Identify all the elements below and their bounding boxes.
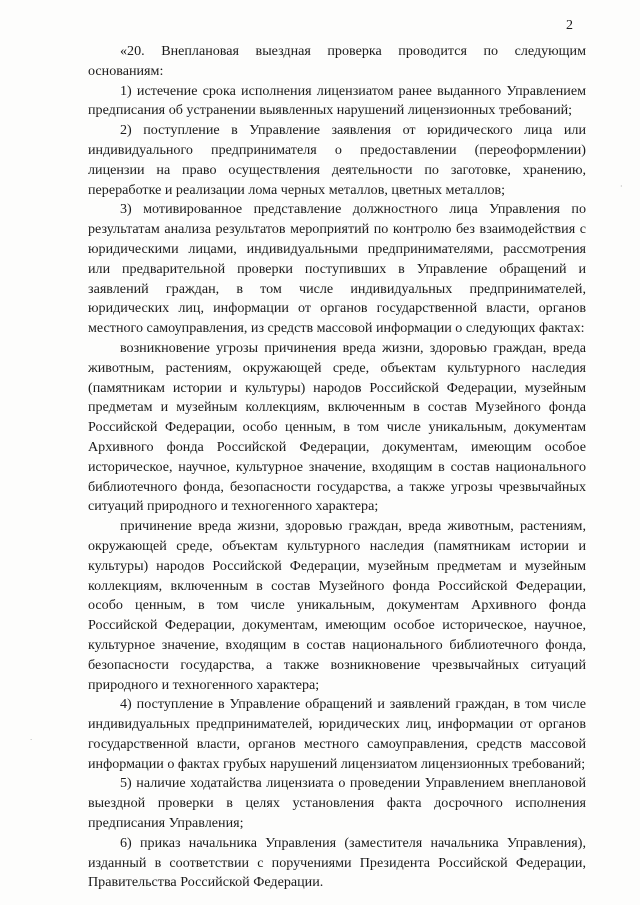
- page-number: 2: [566, 18, 573, 33]
- paragraph-item-5: 5) наличие ходатайства лицензиата о проведении Управлением внеплановой выездной проверки в целях установления факта досрочного исполнения предписания Управления;: [88, 775, 586, 832]
- paragraph-item-3: 3) мотивированное представление должностного лица Управления по результатам анализа результатов мероприятий по контролю без взаимодействия с юридическими лицами, индивидуальными предпринимателями, рассмотрения или предварительной проверки поступивших в Управление обращений и заявлений граждан, в том числе индивидуальных предпринимателей, юридических лиц, информации от органов государственной власти, органов местного самоуправления, из средств массовой информации о следующих фактах:: [88, 201, 586, 337]
- paragraph-item-3-threat: возникновение угрозы причинения вреда жизни, здоровью граждан, вреда животным, растениям, окружающей среде, объектам культурного наследия (памятникам истории и культуры) народов Российской Федерации, музейным предметам и музейным коллекциям, включенным в состав Музейного фонда Российской Федерации, особо ценным, в том числе уникальным, документам Архивного фонда Российской Федерации, документам, имеющим особое историческое, научное, культурное значение, входящим в состав национального библиотечного фонда, безопасности государства, а также угрозы чрезвычайных ситуаций природного и техногенного характера;: [88, 339, 586, 515]
- document-body: [88, 42, 586, 893]
- paragraph-item-6: 6) приказ начальника Управления (заместителя начальника Управления), изданный в соответствии с поручениями Президента Российской Федерации, Правительства Российской Федерации.: [88, 834, 586, 891]
- paragraph-item-3-harm: причинение вреда жизни, здоровью граждан, вреда животным, растениям, окружающей среде, объектам культурного наследия (памятникам истории и культуры) народов Российской Федерации, музейным предметам и музейным коллекциям, включенным в состав Музейного фонда Российской Федерации, особо ценным, в том числе уникальным, документам Архивного фонда Российской Федерации, документам, имеющим особое историческое, научное, культурное значение, входящим в состав национального библиотечного фонда, безопасности государства, а также возникновение чрезвычайных ситуаций природного и техногенного характера;: [88, 518, 586, 693]
- scan-speck: ·: [30, 736, 33, 744]
- paragraph-item-1: 1) истечение срока исполнения лицензиатом ранее выданного Управлением предписания об устранении выявленных нарушений лицензионных требований;: [88, 82, 586, 119]
- paragraph-item-2: 2) поступление в Управление заявления от юридического лица или индивидуального предпринимателя о предоставлении (переоформлении) лицензии на право осуществления деятельности по заготовке, хранению, переработке и реализации лома черных металлов, цветных металлов;: [88, 122, 586, 198]
- paragraph-intro: «20. Внеплановая выездная проверка проводится по следующим основаниям:: [88, 43, 586, 79]
- paragraph-item-4: 4) поступление в Управление обращений и заявлений граждан, в том числе индивидуальных предпринимателей, юридических лиц, информации от органов государственной власти, органов местного самоуправления, средств массовой информации о фактах грубых нарушений лицензиатом лицензионных требований;: [88, 696, 586, 772]
- scan-speck: ·: [620, 182, 623, 191]
